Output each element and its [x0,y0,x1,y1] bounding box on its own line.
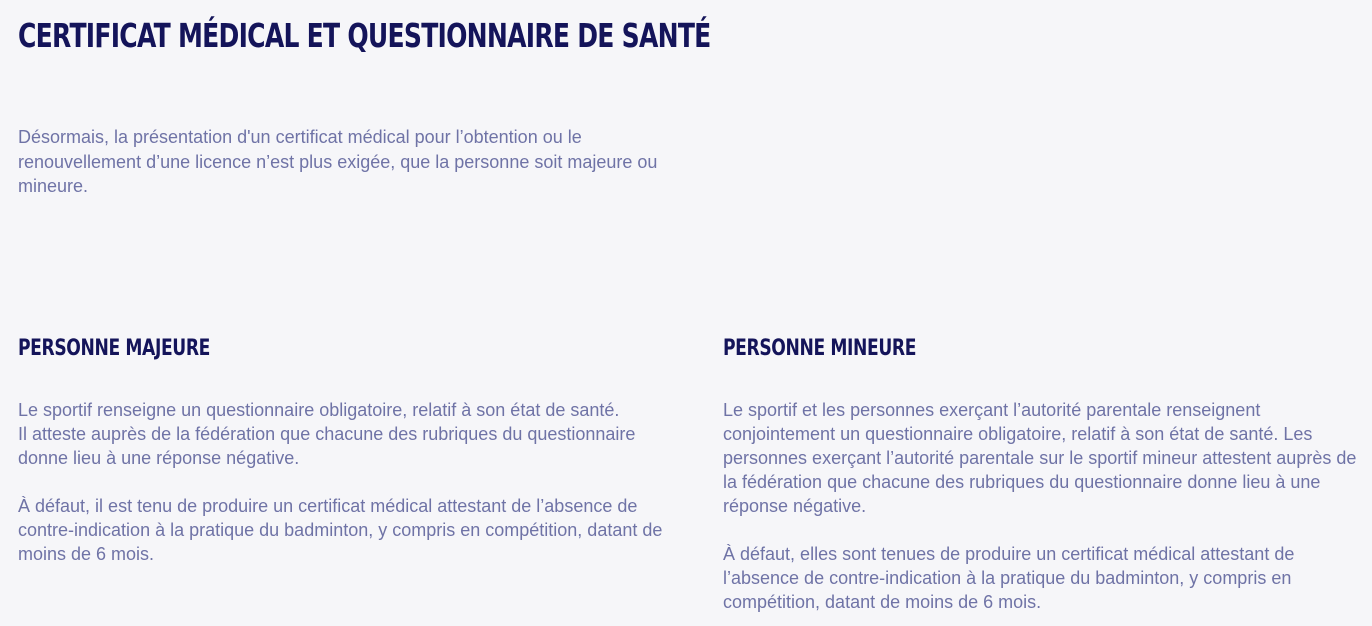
section-body-adult [18,398,678,566]
adult-paragraph-1: Le sportif renseigne un questionnaire obligatoire, relatif à son état de santé. Il atteste auprès de la fédération que chacune des rubriques du questionnaire donne lieu à une réponse négative. [18,400,636,468]
intro-paragraph: Désormais, la présentation d'un certificat médical pour l’obtention ou le renouvellement d’une licence n’est plus exigée, que la personne soit majeure ou mineure. [18,127,658,196]
minor-paragraph-1: Le sportif et les personnes exerçant l’autorité parentale renseignent conjointement un questionnaire obligatoire, relatif à son état de santé. Les personnes exerçant l’autorité parentale sur le sportif mineur attestent auprès de la fédération que chacune des rubriques du questionnaire donne lieu à une réponse négative. [723,400,1357,516]
section-adult [18,334,678,566]
section-heading-adult: PERSONNE MAJEURE [18,336,210,361]
page-title: CERTIFICAT MÉDICAL ET QUESTIONNAIRE DE SANTÉ [18,16,711,55]
section-minor [723,334,1368,614]
section-heading-minor: PERSONNE MINEURE [723,336,917,361]
adult-paragraph-2: À défaut, il est tenu de produire un certificat médical attestant de l’absence de contre-indication à la pratique du badminton, y compris en compétition, datant de moins de 6 mois. [18,496,663,564]
section-body-minor [723,398,1368,614]
minor-paragraph-2: À défaut, elles sont tenues de produire un certificat médical attestant de l’absence de contre-indication à la pratique du badminton, y compris en compétition, datant de moins de 6 mois. [723,544,1295,612]
